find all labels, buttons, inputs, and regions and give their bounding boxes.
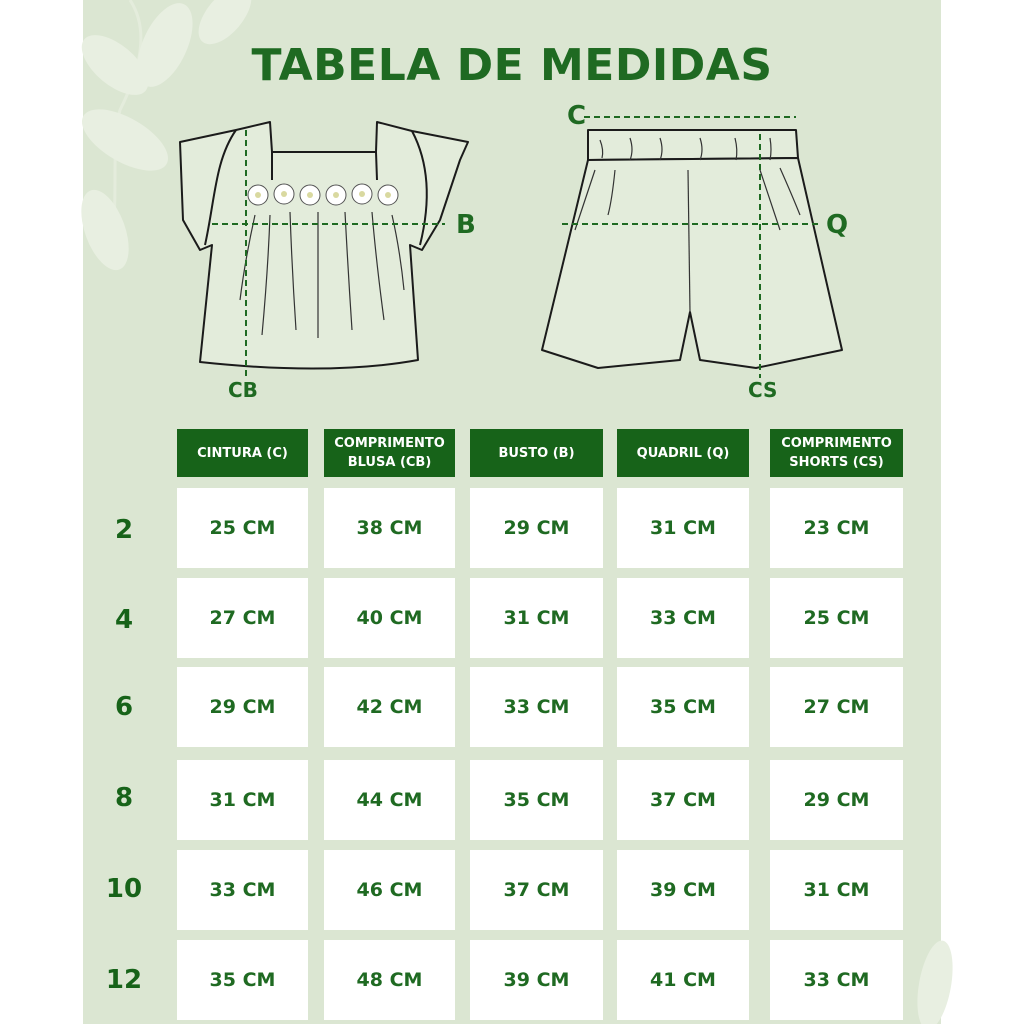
table-cell: 44 CM	[324, 760, 455, 840]
table-cell: 29 CM	[470, 488, 603, 568]
label-blouse-length: CB	[228, 378, 258, 402]
table-cell: 37 CM	[470, 850, 603, 930]
blouse-drawing	[180, 122, 468, 369]
table-cell: 33 CM	[617, 578, 749, 658]
table-cell: 33 CM	[770, 940, 903, 1020]
table-cell: 42 CM	[324, 667, 455, 747]
shorts-drawing	[542, 130, 842, 368]
table-cell: 31 CM	[177, 760, 308, 840]
table-cell: 35 CM	[177, 940, 308, 1020]
table-cell: 31 CM	[470, 578, 603, 658]
table-cell: 41 CM	[617, 940, 749, 1020]
header-comprimento-blusa: COMPRIMENTO BLUSA (CB)	[324, 429, 455, 477]
table-cell: 39 CM	[470, 940, 603, 1020]
table-cell: 37 CM	[617, 760, 749, 840]
size-label: 6	[114, 692, 134, 722]
table-cell: 25 CM	[177, 488, 308, 568]
label-waist: C	[567, 101, 587, 131]
table-cell: 33 CM	[177, 850, 308, 930]
label-bust: B	[456, 210, 476, 240]
table-cell: 33 CM	[470, 667, 603, 747]
table-cell: 25 CM	[770, 578, 903, 658]
header-busto: BUSTO (B)	[470, 429, 603, 477]
table-cell: 40 CM	[324, 578, 455, 658]
table-cell: 31 CM	[617, 488, 749, 568]
size-label: 12	[105, 965, 143, 995]
size-label: 2	[114, 515, 134, 545]
label-hip: Q	[826, 210, 849, 240]
size-label: 4	[114, 605, 134, 635]
size-label: 10	[105, 874, 143, 904]
page-title: TABELA DE MEDIDAS	[251, 40, 773, 91]
table-cell: 31 CM	[770, 850, 903, 930]
table-cell: 23 CM	[770, 488, 903, 568]
table-cell: 27 CM	[770, 667, 903, 747]
label-shorts-length: CS	[748, 378, 778, 402]
table-cell: 35 CM	[617, 667, 749, 747]
table-cell: 29 CM	[770, 760, 903, 840]
table-cell: 48 CM	[324, 940, 455, 1020]
table-cell: 39 CM	[617, 850, 749, 930]
header-quadril: QUADRIL (Q)	[617, 429, 749, 477]
table-cell: 46 CM	[324, 850, 455, 930]
table-cell: 38 CM	[324, 488, 455, 568]
size-label: 8	[114, 783, 134, 813]
table-cell: 27 CM	[177, 578, 308, 658]
garment-illustration	[0, 0, 1024, 420]
header-cintura: CINTURA (C)	[177, 429, 308, 477]
table-cell: 35 CM	[470, 760, 603, 840]
table-cell: 29 CM	[177, 667, 308, 747]
header-comprimento-shorts: COMPRIMENTO SHORTS (CS)	[770, 429, 903, 477]
